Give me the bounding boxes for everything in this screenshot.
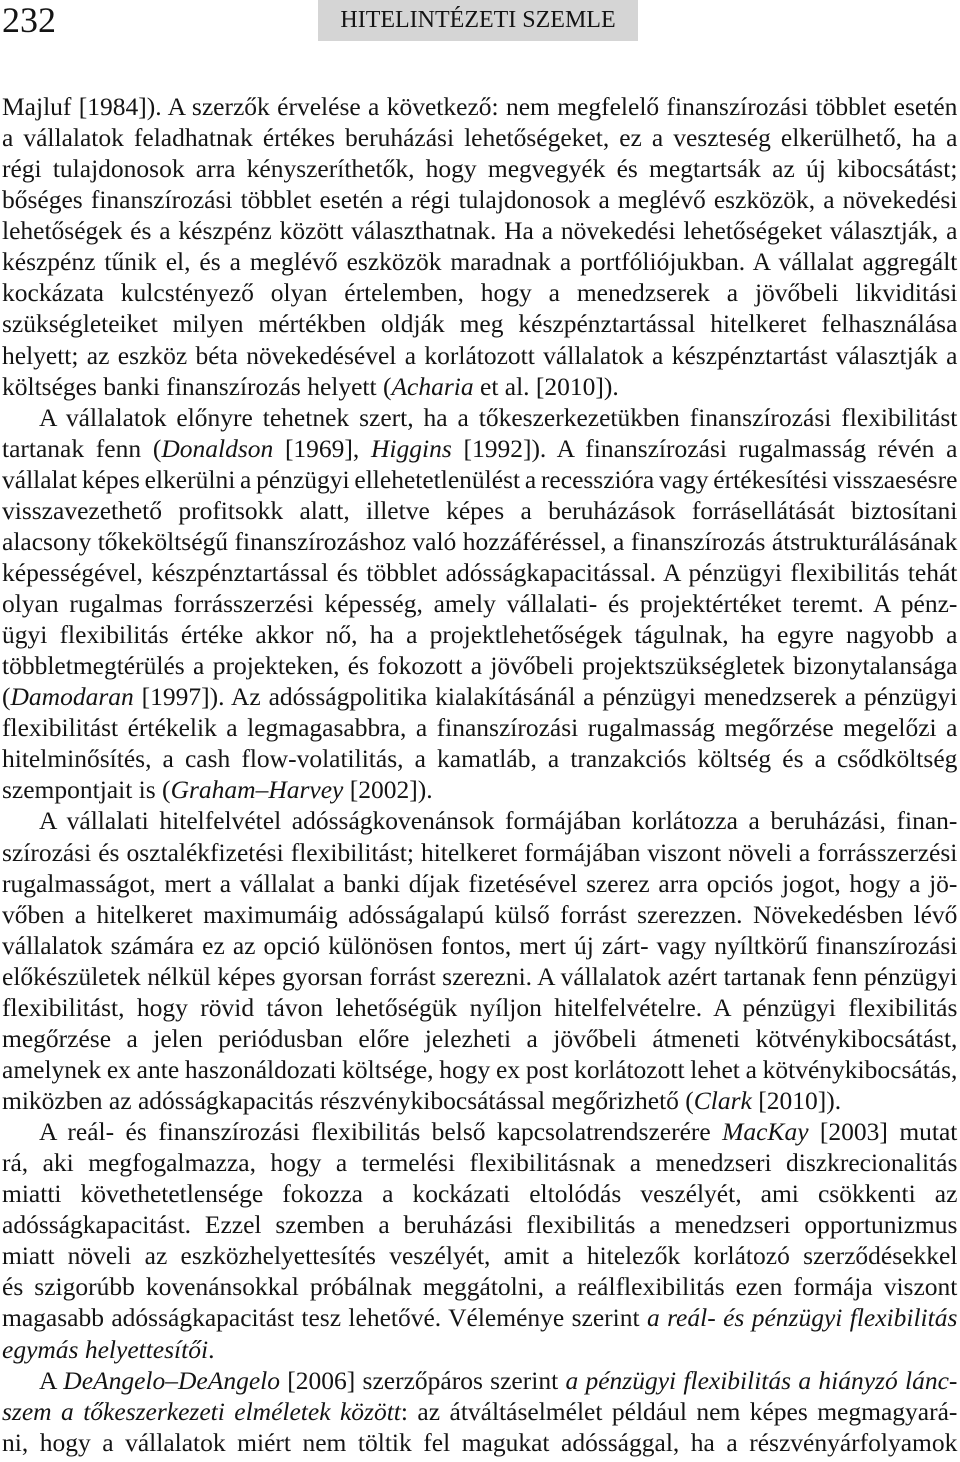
text-run: lehetőségek és a készpénz között választhatnak. Ha a növekedési lehetőségeket választják, a [2, 216, 958, 246]
text-run: magasabb adósságkapacitást tesz lehetővé. Véleménye szerint [2, 1303, 647, 1333]
italic-run: Damodaran [10, 682, 134, 712]
text-run: [1992]). A finanszírozási rugalmasság révén a [451, 433, 958, 463]
text-line-content [2, 1210, 957, 1239]
italic-run: Acharia [391, 371, 474, 401]
text-run: amelynek ex ante haszonáldozati költsége, hogy ex post korlátozott lehet a kötvénykibocsátás, [2, 1054, 958, 1084]
text-line-content [2, 1397, 957, 1426]
text-line [2, 91, 958, 122]
text-line [2, 774, 958, 805]
paragraph [2, 805, 958, 1116]
text-line [2, 1365, 958, 1396]
text-line-content [2, 1428, 957, 1457]
text-line [2, 1396, 958, 1427]
text-run: képességével, készpénztartással és többlet adósságkapacitással. A pénzügyi flexibilitás tehát [2, 557, 958, 587]
text-line-content [2, 931, 957, 960]
text-line-content [2, 993, 957, 1022]
text-run: Majluf [1984]). A szerzők érvelése a következő: nem megfelelő finanszírozási többlet esetén [2, 92, 958, 121]
text-run: régi tulajdonosok arra kényszeríthetők, hogy megvegyék és megtartsák az új kibocsátást; [2, 154, 958, 184]
text-line [2, 899, 958, 930]
text-line-content [2, 341, 957, 370]
text-run: A vállalati hitelfelvétel adósságkovenánsok formájában korlátozza a beruházási, finan- [39, 806, 958, 836]
text-line [2, 930, 958, 961]
text-line-content [2, 589, 957, 618]
text-line [2, 681, 958, 712]
text-line [2, 588, 958, 619]
text-line-content [2, 123, 957, 152]
text-run: megőrzése a jelen periódusban előre jelezheti a jövőbeli átmeneti kötvénykibocsátást, [2, 1023, 958, 1053]
text-run: hitelminősítés, a cash flow-volatilitás, a kamatláb, a tranzakciós költség és a csődköltség [2, 744, 958, 774]
text-run: kockázata kulcstényező olyan értelemben, hogy a menedzserek a jövőbeli likviditási [2, 278, 958, 308]
text-line [2, 1085, 958, 1116]
italic-run: Clark [693, 1086, 752, 1115]
text-run: [2002]). [343, 775, 433, 805]
text-line-content [2, 185, 957, 214]
text-line [2, 1271, 958, 1302]
text-line-content [2, 838, 957, 867]
text-line-content [39, 403, 957, 432]
text-line-content [2, 92, 957, 121]
text-run: miközben az adósságkapacitás részvénykibocsátással megőrizhető ( [2, 1086, 694, 1115]
text-line-content [2, 1086, 841, 1115]
text-run: flexibilitást, hogy rövid távon lehetőségük nyíljon hitelfelvételre. A pénzügyi flexibilitás [2, 992, 958, 1022]
text-line [2, 805, 958, 836]
text-line-content [39, 1117, 957, 1146]
text-line [2, 650, 958, 681]
text-line [2, 1302, 958, 1333]
text-run: . [208, 1334, 215, 1364]
text-run: [1969], [273, 433, 371, 463]
italic-run: DeAngelo–DeAngelo [63, 1365, 280, 1395]
text-run: vőben a hitelkeret maximumáig adósságalapú külső forrást szerezzen. Növekedésben lévő [2, 899, 958, 929]
text-line-content [2, 1241, 957, 1270]
text-line [2, 1116, 958, 1147]
text-run: adósságkapacitást. Ezzel szemben a beruházási flexibilitás a menedzseri opportunizmus [2, 1210, 958, 1240]
text-line-content [2, 558, 957, 587]
paragraph [2, 1365, 958, 1458]
text-line [2, 277, 958, 308]
text-line-content [2, 527, 957, 556]
text-line [2, 526, 958, 557]
text-run: a vállalatok feladhatnak értékes beruházási lehetőségeket, ez a veszteség elkerülhető, ha a [2, 123, 958, 153]
italic-run: Graham–Harvey [170, 775, 344, 805]
journal-title-band [318, 0, 638, 41]
text-line-content [2, 713, 957, 742]
text-line [2, 1334, 958, 1365]
text-line-content [2, 216, 957, 245]
article-body [2, 91, 958, 1458]
text-line-content [2, 247, 957, 276]
text-line [2, 557, 958, 588]
italic-run: egymás helyettesítői [2, 1334, 209, 1364]
text-line-content [2, 1179, 957, 1208]
text-run: et al. [2010]). [473, 371, 619, 401]
text-run: bőséges finanszírozási többlet esetén a régi tulajdonosok a meglévő eszközök, a növekedési [2, 185, 958, 215]
paragraph [2, 91, 958, 402]
text-run: [2010]). [751, 1086, 842, 1115]
text-line [2, 1147, 958, 1178]
text-run: visszavezethető profitsokk alatt, illetve képes a beruházások forrásellátását biztosítani [2, 495, 958, 525]
italic-run: a pénzügyi flexibilitás a hiányzó lánc- [565, 1365, 958, 1395]
text-line-content [2, 1148, 957, 1177]
text-line-content [2, 278, 957, 307]
text-line-content [2, 154, 957, 183]
text-line [2, 1209, 958, 1240]
text-run: készpénz tűnik el, és a meglévő eszközök maradnak a portfóliójukban. A vállalat aggregált [2, 247, 958, 277]
text-line [2, 153, 958, 184]
italic-run: a reál- és pénzügyi flexibilitás [646, 1303, 958, 1333]
text-line [2, 619, 958, 650]
text-line [2, 992, 958, 1023]
text-run: szükségleteiket milyen mértékben oldják meg készpénztartással hitelkeret felhasználása [2, 309, 958, 339]
text-line [2, 122, 958, 153]
text-run: ( [2, 682, 11, 712]
text-run: helyett; az eszköz béta növekedésével a korlátozott vállalatok a készpénztartást választják a [2, 340, 958, 370]
text-run: alacsony tőkeköltségű finanszírozáshoz való hozzáféréssel, a finanszírozás átstrukturálásának [2, 526, 958, 556]
page-number: 232 [2, 0, 56, 40]
text-run: szírozási és osztalékfizetési flexibilitást; hitelkeret formájában viszont növeli a forrásszerzési [2, 837, 958, 867]
text-line [2, 961, 958, 992]
text-line [2, 868, 958, 899]
text-line [2, 712, 958, 743]
text-line [2, 433, 958, 464]
text-line [2, 1023, 958, 1054]
text-run: vállalat képes elkerülni a pénzügyi ellehetetlenülést a recesszióra vagy értékesítési visszaesésre [2, 464, 958, 494]
text-line-content [2, 869, 957, 898]
text-run: : az átváltáselmélet például nem képes megmagyará- [400, 1396, 958, 1426]
text-line-content [2, 775, 433, 804]
text-run: tartanak fenn ( [2, 433, 162, 463]
text-line-content [2, 1272, 957, 1301]
paragraph [2, 402, 958, 806]
text-line [2, 371, 958, 402]
text-line-content [39, 1366, 957, 1395]
text-line-content [39, 806, 957, 835]
text-line [2, 402, 958, 433]
text-line-content [2, 1024, 957, 1053]
text-run: rá, aki megfogalmazza, hogy a termelési flexibilitásnak a menedzseri diszkrecionalitás [2, 1148, 958, 1178]
text-run: A [39, 1365, 64, 1395]
text-line-content [2, 372, 619, 401]
text-run: [2006] szerzőpáros szerint [279, 1365, 566, 1395]
italic-run: szem a tőkeszerkezeti elméletek között [2, 1396, 401, 1426]
text-line [2, 464, 958, 495]
text-line [2, 1240, 958, 1271]
text-line [2, 1427, 958, 1458]
text-run: ügyi flexibilitás értéke akkor nő, ha a projektlehetőségek tágulnak, ha egyre nagyobb a [2, 620, 958, 650]
text-run: ni, hogy a vállalatok miért nem töltik fel magukat adóssággal, ha a részvényárfolyamok [2, 1427, 958, 1457]
text-run: költséges banki finanszírozás helyett ( [2, 371, 392, 401]
text-line [2, 1178, 958, 1209]
text-run: szempontjait is ( [2, 775, 171, 805]
text-line-content [2, 434, 957, 463]
text-line [2, 1054, 958, 1085]
text-run: A reál- és finanszírozási flexibilitás belső kapcsolatrendszerére [39, 1117, 723, 1147]
text-line-content [2, 1055, 957, 1084]
text-run: miatti követhetetlensége fokozza a kockázati eltolódás veszélyét, ami csökkenti az [2, 1179, 958, 1209]
paragraph [2, 1116, 958, 1365]
text-line [2, 215, 958, 246]
text-line-content [2, 1335, 214, 1364]
text-run: előkészületek nélkül képes gyorsan forrást szerezni. A vállalatok azért tartanak fenn pénzügyi [2, 961, 958, 991]
text-line-content [2, 962, 957, 991]
text-run: vállalatok számára ez az opció különösen fontos, mert új zárt- vagy nyíltkörű finanszírozási [2, 930, 958, 960]
text-run: [1997]). Az adósságpolitika kialakításánál a pénzügyi menedzserek a pénzügyi [133, 682, 958, 712]
text-line [2, 837, 958, 868]
text-run: rugalmasságot, mert a vállalat a banki díjak fizetésével szerez arra opciós jogot, hogy a jö- [2, 868, 958, 898]
italic-run: MacKay [722, 1117, 809, 1147]
text-line [2, 340, 958, 371]
text-run: olyan rugalmas forrásszerzési képesség, amely vállalati- és projektértéket teremt. A pénz- [2, 589, 958, 618]
text-line-content [2, 651, 957, 680]
text-line [2, 743, 958, 774]
text-run: többletmegtérülés a projekteken, és fokozott a jövőbeli projektszükségletek bizonytalansága [2, 651, 958, 681]
text-run: és szigorúbb kovenánsokkal próbálnak meggátolni, a reálflexibilitás ezen formája viszont [2, 1272, 958, 1302]
text-line [2, 308, 958, 339]
italic-run: Donaldson [161, 433, 274, 463]
text-line [2, 184, 958, 215]
text-run: miatt növeli az eszközhelyettesítés veszélyét, amit a hitelezők korlátozó szerződésekkel [2, 1241, 958, 1271]
text-run: flexibilitást értékelik a legmagasabbra, a finanszírozási rugalmasság megőrzése megelőzi a [2, 713, 958, 743]
text-line-content [2, 682, 957, 711]
journal-title: HITELINTÉZETI SZEMLE [340, 7, 616, 33]
italic-run: Higgins [371, 433, 452, 463]
text-line-content [2, 900, 957, 929]
text-line-content [2, 309, 957, 338]
text-line-content [2, 620, 957, 649]
text-run: A vállalatok előnyre tehetnek szert, ha a tőkeszerkezetükben finanszírozási flexibilitást [39, 402, 958, 432]
text-line-content [2, 744, 957, 773]
text-run: [2003] mutat [808, 1117, 958, 1147]
text-line-content [2, 1303, 957, 1332]
text-line [2, 495, 958, 526]
text-line-content [2, 496, 957, 525]
text-line [2, 246, 958, 277]
text-line-content [2, 465, 957, 494]
